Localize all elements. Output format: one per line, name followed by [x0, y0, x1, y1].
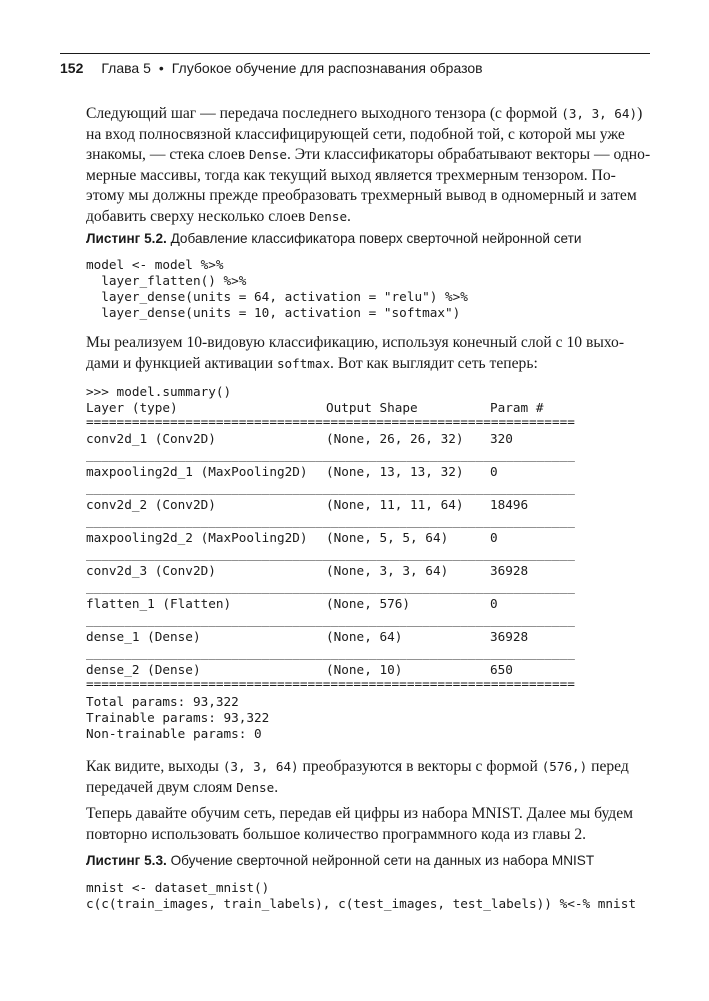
- text-line: мерные массивы, тогда как текущий выход является трехмерным тензором. По-: [86, 166, 616, 184]
- intro-paragraph: [86, 104, 651, 228]
- row-separator: ________________________________________________________________: [86, 513, 575, 528]
- text-line: Следующий шаг — передача последнего выходного тензора (с формой (3, 3, 64)): [86, 105, 643, 122]
- trainable-params: Trainable params: 93,322: [86, 710, 270, 725]
- text-line: Мы реализуем 10-видовую классификацию, используя конечный слой с 10 выхо-: [86, 334, 625, 351]
- header-output-shape: Output Shape: [326, 400, 418, 415]
- row-separator: ________________________________________________________________: [86, 579, 575, 594]
- text-line: знакомы, — стека слоев Dense. Эти классификаторы обрабатывают векторы — одно-: [86, 146, 651, 164]
- listing-label: Листинг 5.3.: [86, 853, 167, 868]
- chapter-label: Глава 5: [101, 60, 151, 76]
- text-line: повторно использовать большое количество программного кода из главы 2.: [86, 825, 587, 843]
- page-number: 152: [60, 60, 84, 76]
- header-rule: [60, 53, 650, 54]
- listing-5-2-caption: [86, 231, 582, 246]
- double-separator: ================================================================: [86, 414, 575, 429]
- text-line: Как видите, выходы (3, 3, 64) преобразуются в векторы с формой (576,) перед: [86, 758, 629, 775]
- row-separator: ________________________________________________________________: [86, 645, 575, 660]
- reshape-paragraph: [86, 757, 648, 798]
- classifier-paragraph: [86, 333, 648, 374]
- non-trainable-params: Non-trainable params: 0: [86, 726, 262, 741]
- listing-title: Добавление классификатора поверх сверточной нейронной сети: [170, 231, 582, 246]
- text-line: этому мы должны прежде преобразовать трехмерный вывод в одномерный и затем: [86, 187, 637, 205]
- text-line: дами и функцией активации softmax. Вот как выглядит сеть теперь:: [86, 354, 538, 372]
- row-separator: ________________________________________________________________: [86, 612, 575, 627]
- row-separator: ________________________________________________________________: [86, 447, 575, 462]
- listing-label: Листинг 5.2.: [86, 231, 167, 246]
- summary-prompt: >>> model.summary(): [86, 384, 232, 399]
- train-paragraph: [86, 804, 648, 845]
- text-line: на вход полносвязной классифицирующей сети, подобной той, с которой мы уже: [86, 125, 625, 143]
- listing-5-3-caption: [86, 853, 594, 868]
- row-separator: ________________________________________________________________: [86, 546, 575, 561]
- total-params: Total params: 93,322: [86, 694, 239, 709]
- header-param: Param #: [490, 400, 544, 415]
- text-line: передачей двум слоям Dense.: [86, 778, 279, 796]
- running-header: [60, 60, 483, 76]
- row-separator: ________________________________________________________________: [86, 480, 575, 495]
- text-line: Теперь давайте обучим сеть, передав ей цифры из набора MNIST. Далее мы будем: [86, 805, 634, 822]
- bullet-separator: •: [158, 60, 164, 76]
- double-separator: ================================================================: [86, 676, 575, 691]
- listing-5-3-code: mnist <- dataset_mnist() c(c(train_images, train_labels), c(test_images, test_labels)) %<-% mnist: [86, 880, 636, 911]
- listing-5-2-code: model <- model %>% layer_flatten() %>% layer_dense(units = 64, activation = "relu") %>% layer_dense(units = 10, activation = "softmax"): [86, 257, 468, 320]
- listing-title: Обучение сверточной нейронной сети на данных из набора MNIST: [170, 853, 595, 868]
- chapter-title: Глубокое обучение для распознавания образов: [171, 60, 483, 76]
- book-page: 152 Глава 5 • Глубокое обучение для распознавания образов Следующий шаг — передача последнего выходного тензора (с формой (3, 3, 64)) на вход полносвязной классифицирующей сети, подобной той, с которой мы уже знакомы, — стека слоев Dense. Эти классификаторы обрабатывают векторы — одно- мерные массивы, тогда как текущий выход является трехмерным тензором. По- этому мы должны прежде преобразовать трехмерный вывод в одномерный и затем добавить сверху несколько слоев Dense. Листинг 5.2. Добавление классификатора поверх сверточной нейронной сети model <- model %>% layer_flatten() %>% layer_dense(units = 64, activation = "relu") %>% layer_dense(units = 10, activation = "softmax") Мы реализуем 10-видовую классификацию, используя конечный слой с 10 выхо- дами и функцией активации softmax. Вот как выглядит сеть теперь: >>> model.summary() Layer (type) Output Shape Param # ================================================================ conv2d_1 (Conv2D) (None, 26, 26, 32) 320 ________________________________________________________________ maxpooling2d_1 (MaxPooling2D) (None, 13, 13, 32) 0 ________________________________________________________________ conv2d_2 (Conv2D) (None, 11, 11, 64) 18496 ________________________________________________________________ maxpooling2d_2 (MaxPooling2D) (None, 5, 5, 64) 0 ________________________________________________________________ conv2d_3 (Conv2D) (None, 3, 3, 64) 36928 ________________________________________________________________ flatten_1 (Flatten) (None, 576) 0 ________________________________________________________________ dense_1 (Dense) (None, 64) 36928 ________________________________________________________________ dense_2 (Dense) (None, 10) 650 ================================================================ Total params: 93,322 Trainable params: 93,322 Non-trainable params: 0 Как видите, выходы (3, 3, 64) преобразуются в векторы с формой (576,) перед передачей двум слоям Dense. Теперь давайте обучим сеть, передав ей цифры из набора MNIST. Далее мы будем повторно использовать большое количество программного кода из главы 2. Листинг 5.3. Обучение сверточной нейронной сети на данных из набора MNIST mnist <- dataset_mnist() c(c(train_images, train_labels), c(test_images, test_labels)) %<-% mnist: [0, 0, 709, 1001]
- text-line: добавить сверху несколько слоев Dense.: [86, 207, 351, 225]
- header-layer: Layer (type): [86, 400, 178, 415]
